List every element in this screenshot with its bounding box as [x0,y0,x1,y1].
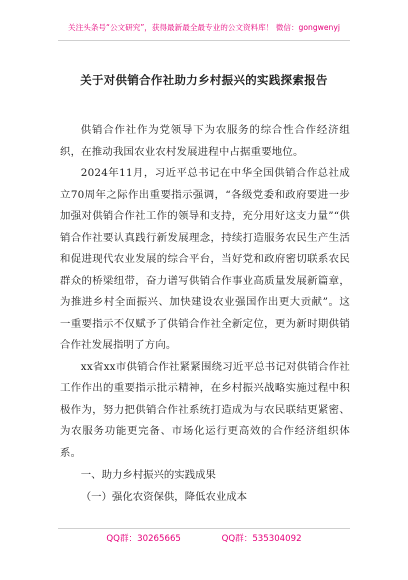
document-title: 关于对供销合作社助力乡村振兴的实践探索报告 [80,73,328,87]
footer-qq-group-2: QQ群：535304092 [221,534,302,544]
header-divider [58,40,350,41]
subsection-heading: （一）强化农资保供，降低农业成本 [80,491,248,503]
header-banner: 关注头条号“公文研究”，获得最新最全最专业的公文资料库！ 微信：gongwenyj [68,23,340,32]
paragraph-instruction: 2024年11月，习近平总书记在中华全国供销合作总社成立70周年之际作出重要指示强调，“各级党委和政府要进一步加强对供销合作社工作的领导和支持，充分用好这支力量”“供销合作社要认真践行新发展理念，持续打造服务农民生产生活和促进现代农业发展的综合平台，当好党和政府密切联系农民群众的桥梁纽带，奋力谱写供销合作事业高质量发展新篇章，为推进乡村全面振兴、加快建设农业强国作出更大贡献”。这一重要指示不仅赋予了供销合作社全新定位，更为新时期供销合作社发展指明了方向。 [60,167,350,351]
section-heading: 一、助力乡村振兴的实践成果 [80,469,216,481]
document-body [60,120,350,508]
paragraph-local-practice: xx省xx市供销合作社紧紧围绕习近平总书记对供销合作社工作作出的重要指示批示精神，在乡村振兴战略实施过程中积极作为，努力把供销合作社系统打造成为与农民联结更紧密、为农服务功能更完备、市场化运行更高效的合作经济组织体系。 [60,360,350,459]
paragraph-intro: 供销合作社作为党领导下为农服务的综合性合作经济组织，在推动我国农业农村发展进程中占据重要地位。 [60,124,350,158]
footer-divider [58,528,350,529]
footer-qq-group-1: QQ群：30265665 [106,534,181,544]
footer [0,532,408,544]
